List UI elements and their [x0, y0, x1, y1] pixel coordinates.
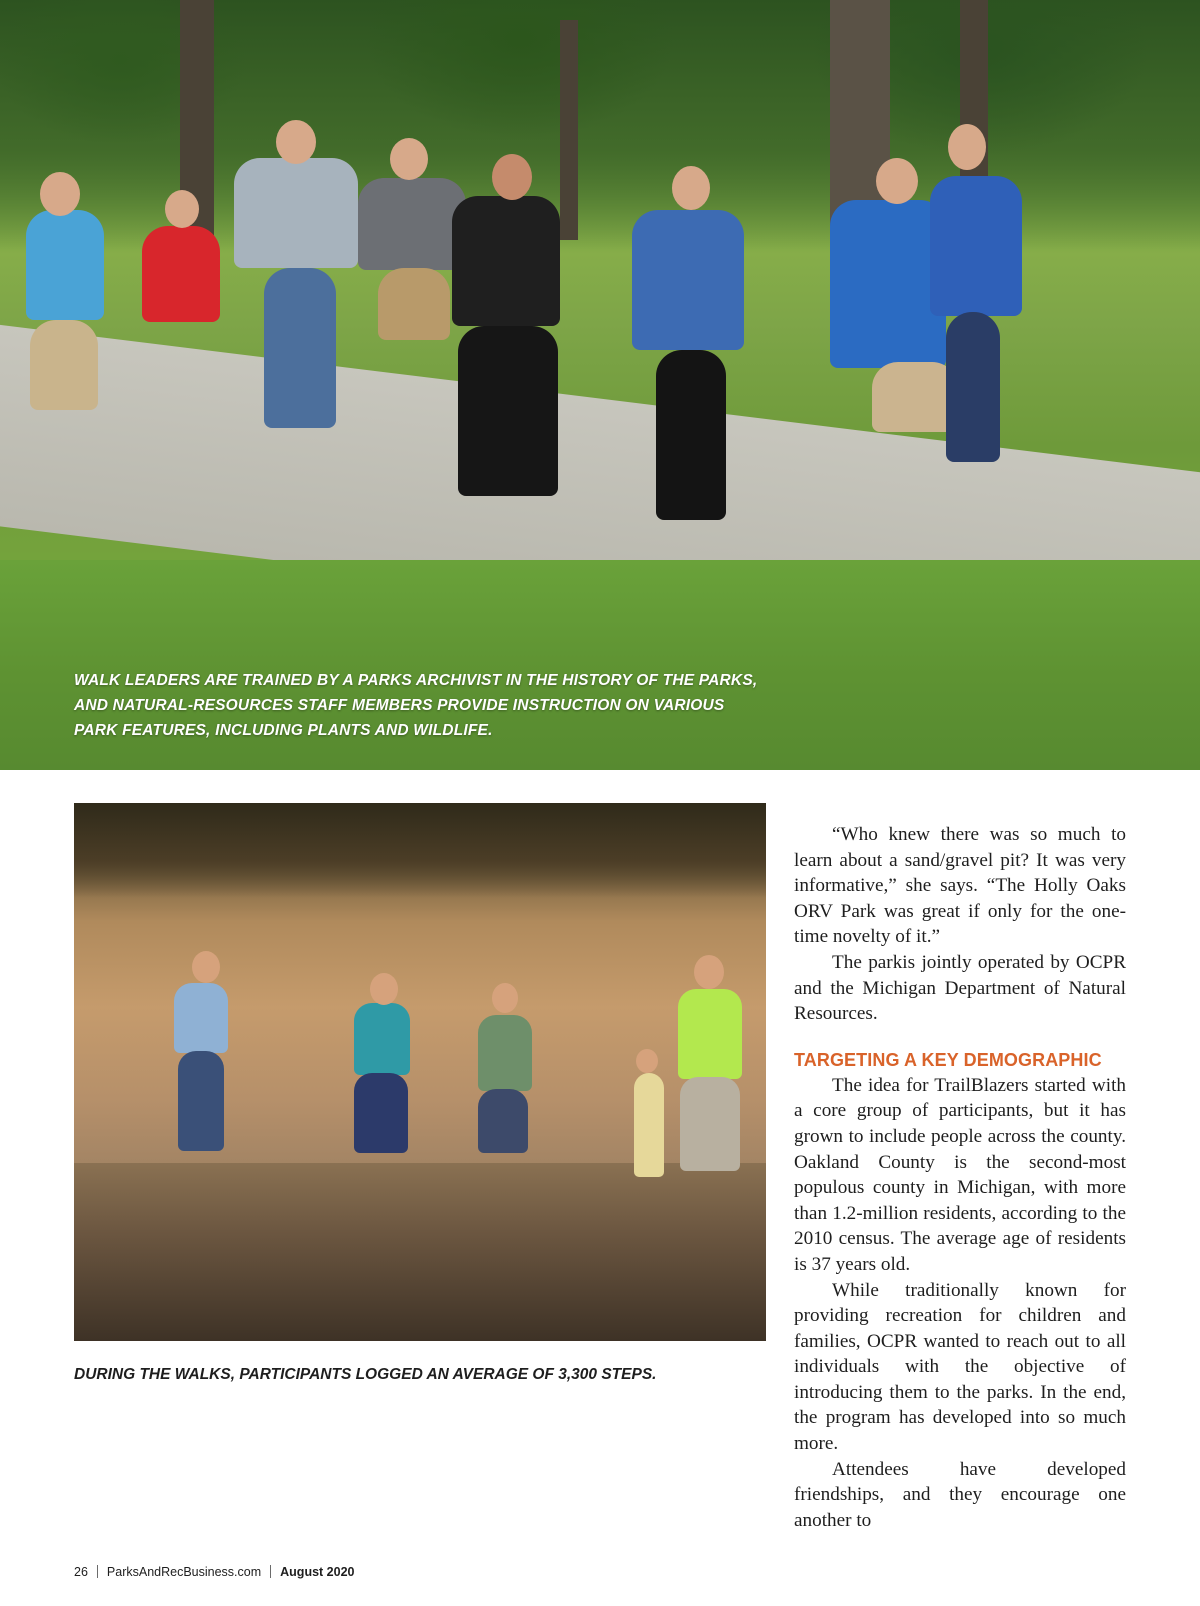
walk-leader-head	[876, 158, 918, 204]
walk-leader-head	[948, 124, 986, 170]
participant-head	[694, 955, 724, 989]
walker	[142, 226, 220, 322]
walk-leader	[830, 200, 946, 368]
walker-head	[672, 166, 710, 210]
hero-photo	[0, 0, 1200, 770]
tree-trunk	[560, 20, 578, 240]
walker	[632, 210, 744, 350]
walker	[30, 320, 98, 410]
footer-divider	[97, 1565, 98, 1578]
dirt-ledge	[74, 1163, 766, 1341]
article-paragraph: Attendees have developed friendships, and they encourage one another to	[794, 1458, 1126, 1531]
walker	[458, 326, 558, 496]
participant	[178, 1051, 224, 1151]
walk-leader	[946, 312, 1000, 462]
article-paragraph: “Who knew there was so much to learn about a sand/gravel pit? It was very informative,” she says. “The Holly Oaks ORV Park was great if only for the one-time novelty of it.”	[794, 824, 1126, 948]
gravel-pit-photo-caption: DURING THE WALKS, PARTICIPANTS LOGGED AN AVERAGE OF 3,300 STEPS.	[74, 1366, 657, 1383]
tree-roots	[74, 803, 766, 898]
footer-divider	[270, 1565, 271, 1578]
article-column	[794, 822, 1126, 1533]
gravel-pit-photo	[74, 803, 766, 1341]
walker	[234, 158, 358, 268]
walker	[452, 196, 560, 326]
footer-site: ParksAndRecBusiness.com	[106, 1565, 262, 1579]
article-paragraph: While traditionally known for providing recreation for children and families, OCPR wanted to reach out to all individuals with the objective of introducing them to the parks. In the end, the program has developed into so much more.	[794, 1279, 1126, 1455]
hero-photo-caption: WALK LEADERS ARE TRAINED BY A PARKS ARCHIVIST IN THE HISTORY OF THE PARKS, AND NATURAL-RESOURCES STAFF MEMBERS PROVIDE INSTRUCTION ON VARIOUS PARK FEATURES, INCLUDING PLANTS AND WILDLIFE.	[74, 672, 758, 739]
walker	[378, 268, 450, 340]
walker-head	[390, 138, 428, 180]
article-paragraph: The idea for TrailBlazers started with a core group of participants, but it has grown to include people across the county. Oakland County is the second-most populous county in Michigan, with more than 1.2-million residents, according to the 2010 census. The average age of residents is 37 years old.	[794, 1074, 1126, 1275]
walker	[656, 350, 726, 520]
section-heading: TARGETING A KEY DEMOGRAPHIC	[794, 1049, 1102, 1070]
participant-head	[492, 983, 518, 1013]
participant	[174, 983, 228, 1053]
participant	[354, 1003, 410, 1075]
walker-head	[165, 190, 199, 228]
participant-head	[192, 951, 220, 983]
article-paragraph: The parkis jointly operated by OCPR and the Michigan Department of Natural Resources.	[794, 951, 1126, 1025]
walker	[358, 178, 466, 270]
walker-head	[40, 172, 80, 216]
participant	[680, 1077, 740, 1171]
footer-issue-date: August 2020	[280, 1565, 355, 1579]
page-number: 26	[74, 1565, 88, 1579]
participant	[678, 989, 742, 1079]
walk-leader	[930, 176, 1022, 316]
participant	[478, 1089, 528, 1153]
page-footer	[74, 1565, 354, 1579]
walker-head	[276, 120, 316, 164]
participant	[478, 1015, 532, 1091]
participant	[634, 1073, 664, 1177]
walker	[264, 268, 336, 428]
walker-head	[492, 154, 532, 200]
participant-head	[636, 1049, 658, 1073]
participant-head	[370, 973, 398, 1005]
participant	[354, 1073, 408, 1153]
walker	[26, 210, 104, 320]
